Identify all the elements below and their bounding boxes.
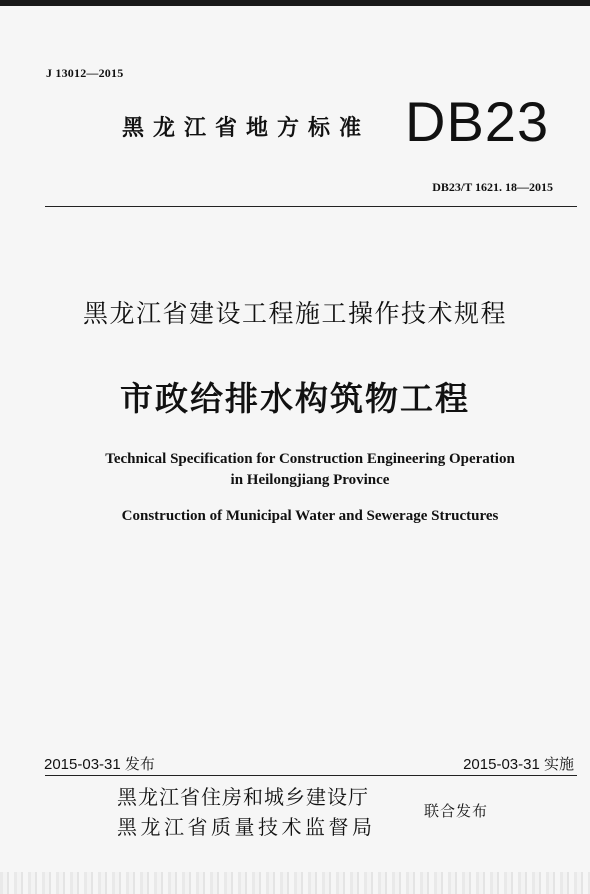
english-subtitle: Construction of Municipal Water and Sewerage Structures [121,508,499,524]
implementation-date [463,753,574,774]
sub-title: 市政给排水构筑物工程 [120,379,470,418]
scan-edge-noise [0,872,590,894]
footer-divider [45,775,577,776]
top-border-band [0,0,590,6]
db-logo: DB23 [405,90,550,153]
standard-number: DB23/T 1621. 18—2015 [432,180,553,194]
issue-label: 发布 [124,755,155,773]
standard-category: 黑龙江省地方标准 [122,115,371,141]
issuer-housing-department: 黑龙江省住房和城乡建设厅 [117,785,369,809]
issue-date [44,753,155,774]
implementation-label: 实施 [543,755,574,773]
header-divider [45,206,577,207]
implementation-date-value: 2015-03-31 [463,756,540,773]
standard-code: J 13012—2015 [46,66,124,80]
issue-date-value: 2015-03-31 [44,756,121,773]
english-title-line-2: in Heilongjiang Province [230,472,390,488]
joint-issue-label: 联合发布 [424,802,489,820]
english-title-line-1: Technical Specification for Construction Engineering Operation [105,451,515,467]
main-title: 黑龙江省建设工程施工操作技术规程 [82,299,507,328]
issuer-quality-bureau: 黑龙江省质量技术监督局 [117,815,376,839]
